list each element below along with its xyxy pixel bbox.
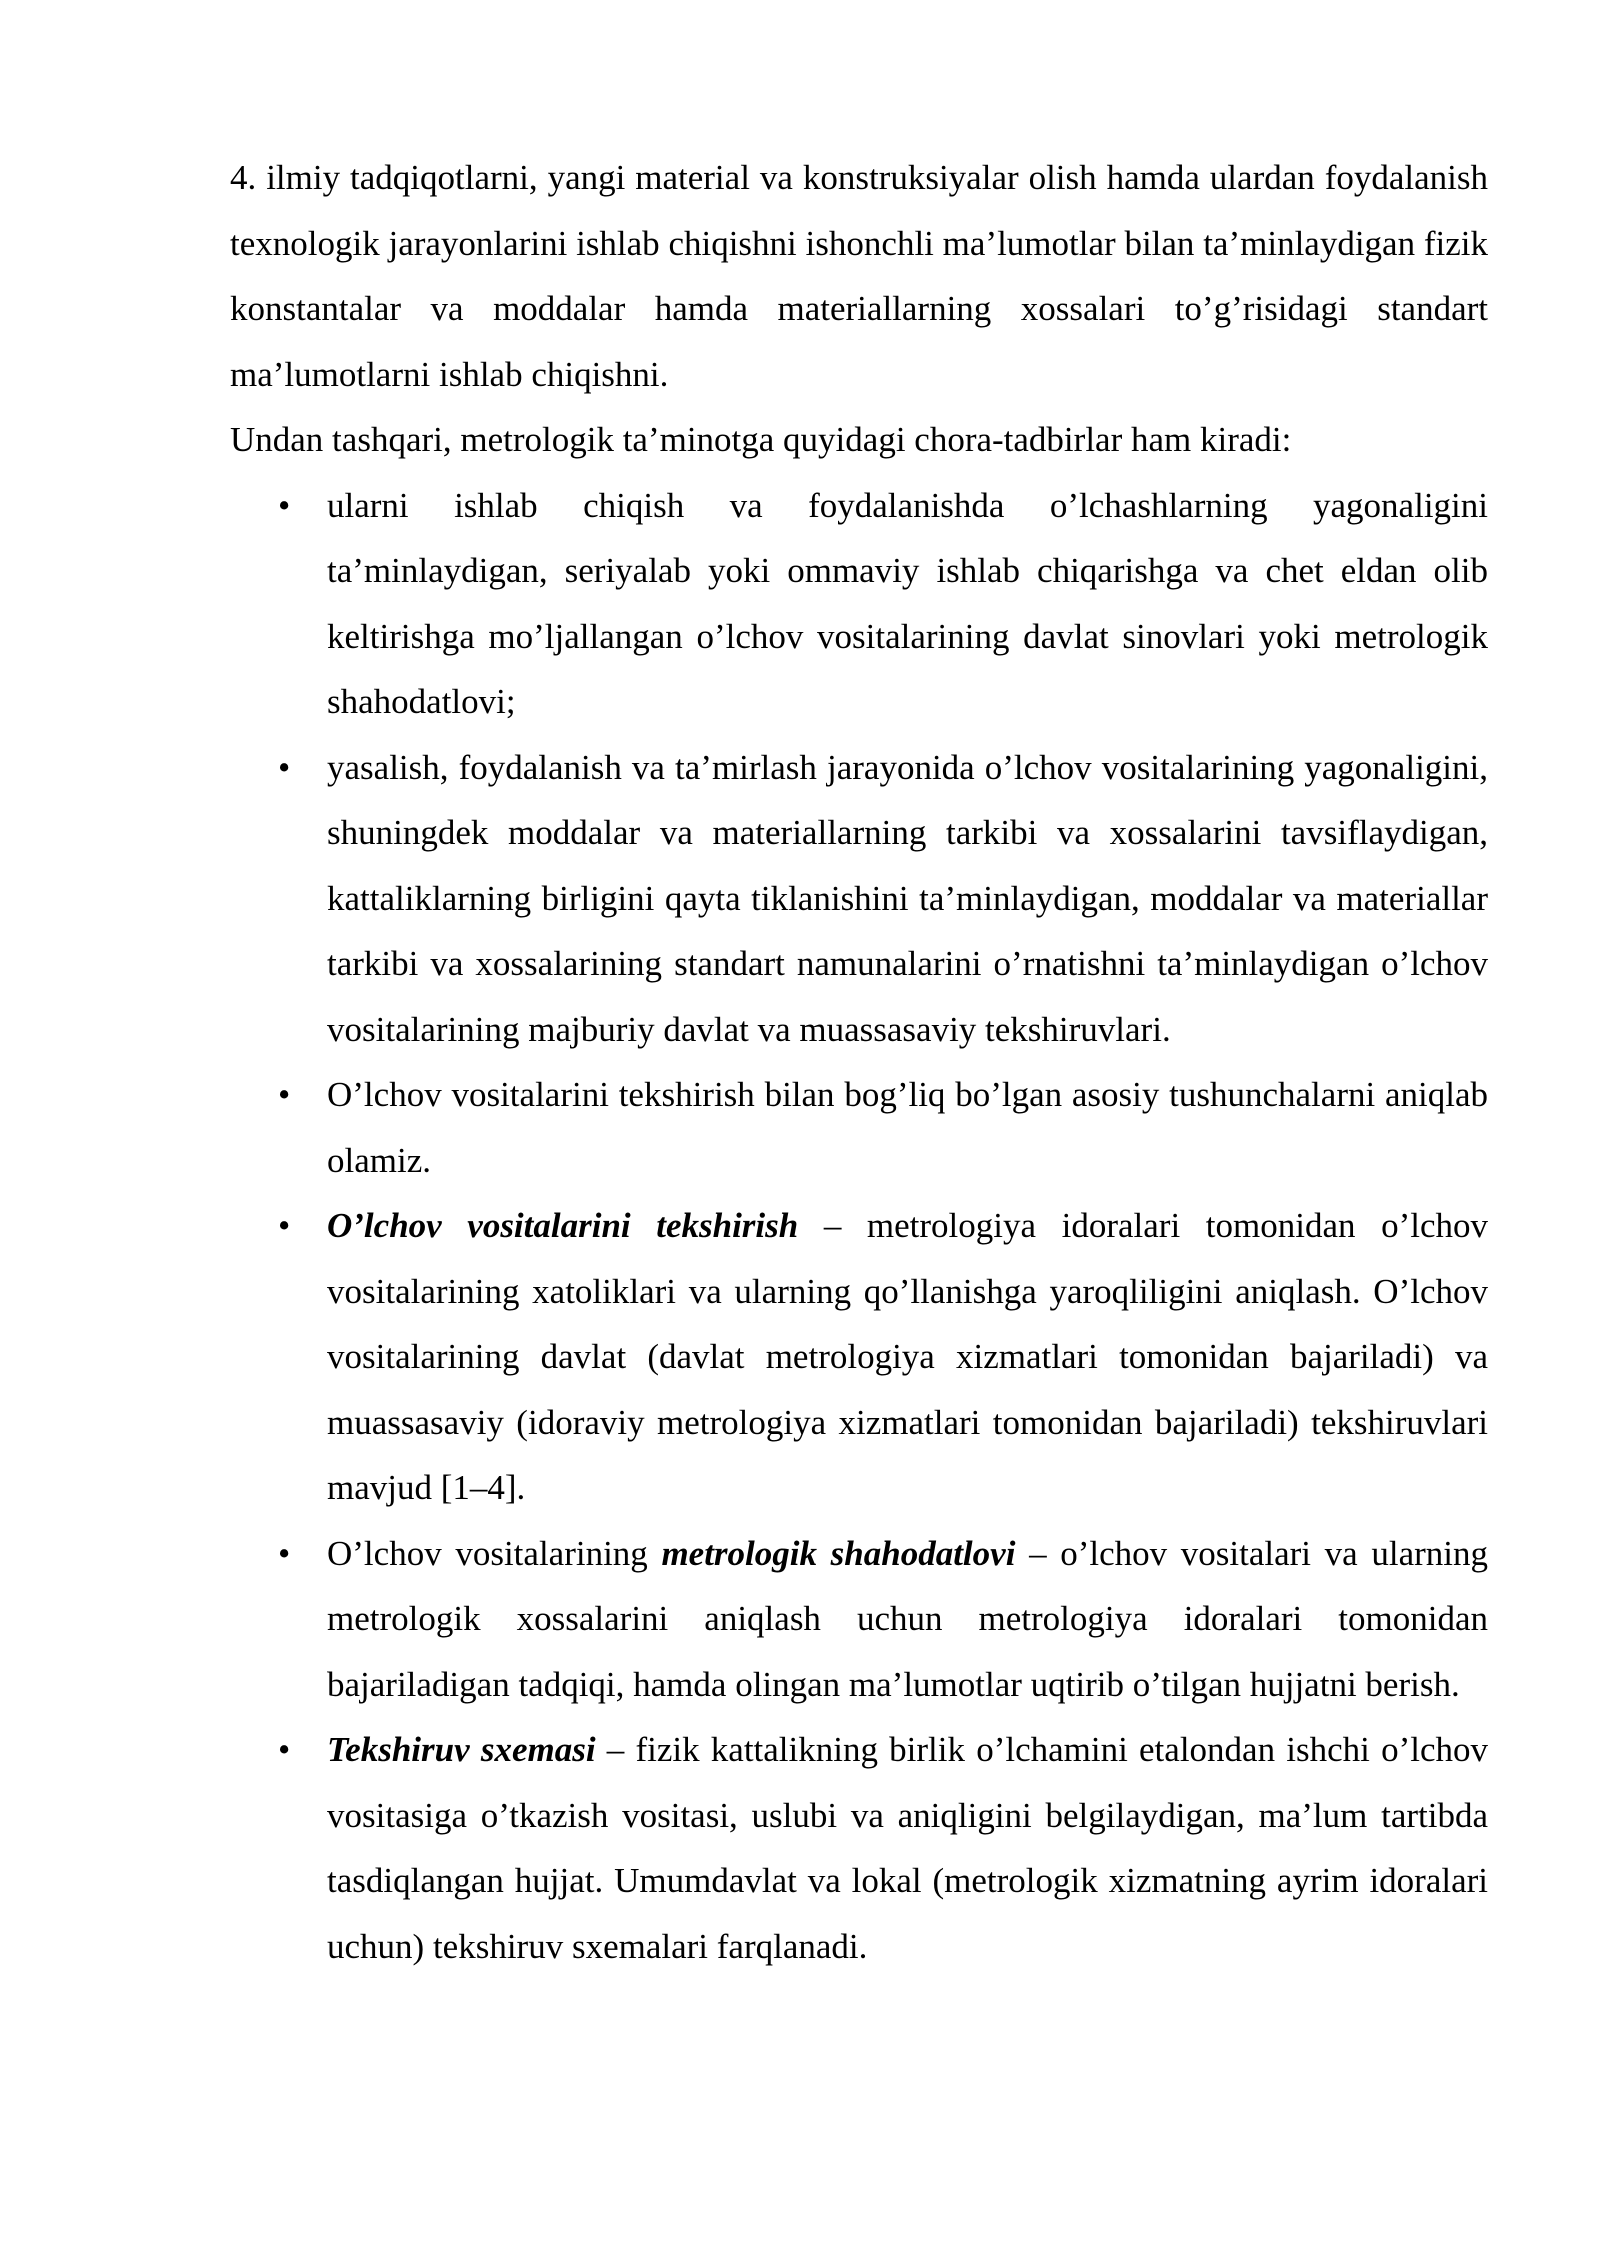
document-page bbox=[230, 145, 1488, 1979]
measures-list bbox=[230, 473, 1488, 1980]
bullet-icon: • bbox=[278, 1730, 291, 1769]
defined-term: O’lchov vositalarini tekshirish bbox=[327, 1206, 799, 1245]
defined-term: Tekshiruv sxemasi bbox=[327, 1730, 596, 1769]
list-item-text: yasalish, foydalanish va ta’mirlash jarayonida o’lchov vositalarining yagonaligini, shuningdek moddalar va materiallarning tarkibi va xossalarini tavsiflaydigan, kattaliklarning birligini qayta tiklanishini ta’minlaydigan, moddalar va materiallar tarkibi va xossalarining standart namunalarini o’rnatishni ta’minlaydigan o’lchov vositalarining majburiy davlat va muassasaviy tekshiruvlari. bbox=[327, 747, 1488, 1049]
bullet-icon: • bbox=[278, 747, 291, 787]
list-item bbox=[230, 1062, 1488, 1193]
list-item bbox=[230, 1193, 1488, 1521]
list-item bbox=[230, 473, 1488, 735]
intro-paragraph: 4. ilmiy tadqiqotlarni, yangi material va konstruksiyalar olish hamda ulardan foydalanish texnologik jarayonlarini ishlab chiqishni ishonchli ma’lumotlar bilan ta’minlaydigan fizik konstantalar va moddalar hamda materiallarning xossalari to’g’risidagi standart ma’lumotlarni ishlab chiqishni. bbox=[230, 158, 1488, 394]
list-item-text: – metrologiya idoralari tomonidan o’lchov vositalarining xatoliklari va ularning qo’llanishga yaroqliligini aniqlash. O’lchov vositalarining davlat (davlat metrologiya xizmatlari tomonidan bajariladi) va muassasaviy (idoraviy metrologiya xizmatlari tomonidan bajariladi) tekshiruvlari mavjud [1–4]. bbox=[327, 1206, 1488, 1507]
defined-term: metrologik shahodatlovi bbox=[661, 1533, 1016, 1573]
list-item-text: O’lchov vositalarining bbox=[327, 1533, 662, 1573]
list-item-text: – o’lchov vositalari va ularning metrologik xossalarini aniqlash uchun metrologiya idoralari tomonidan bajariladigan tadqiqi, hamda olingan ma’lumotlar uqtirib o’tilgan hujjatni berish. bbox=[327, 1533, 1488, 1704]
list-item-text: – fizik kattalikning birlik o’lchamini etalondan ishchi o’lchov vositasiga o’tkazish vositasi, uslubi va aniqligini belgilaydigan, ma’lum tartibda tasdiqlangan hujjat. Umumdavlat va lokal (metrologik xizmatning ayrim idoralari uchun) tekshiruv sxemalari farqlanadi. bbox=[327, 1730, 1488, 1966]
bullet-icon: • bbox=[278, 1075, 291, 1114]
list-item bbox=[230, 1521, 1488, 1718]
bullet-icon: • bbox=[278, 1206, 291, 1245]
bullet-icon: • bbox=[278, 1533, 291, 1573]
list-item-text: O’lchov vositalarini tekshirish bilan bog’liq bo’lgan asosiy tushunchalarni aniqlab olamiz. bbox=[327, 1075, 1488, 1180]
list-item-text: ularni ishlab chiqish va foydalanishda o’lchashlarning yagonaligini ta’minlaydigan, seriyalab yoki ommaviy ishlab chiqarishga va chet eldan olib keltirishga mo’ljallangan o’lchov vositalarining davlat sinovlari yoki metrologik shahodatlovi; bbox=[327, 485, 1488, 721]
list-item bbox=[230, 1717, 1488, 1979]
lead-in-paragraph: Undan tashqari, metrologik ta’minotga quyidagi chora-tadbirlar ham kiradi: bbox=[230, 420, 1292, 459]
list-item bbox=[230, 735, 1488, 1063]
bullet-icon: • bbox=[278, 485, 291, 525]
